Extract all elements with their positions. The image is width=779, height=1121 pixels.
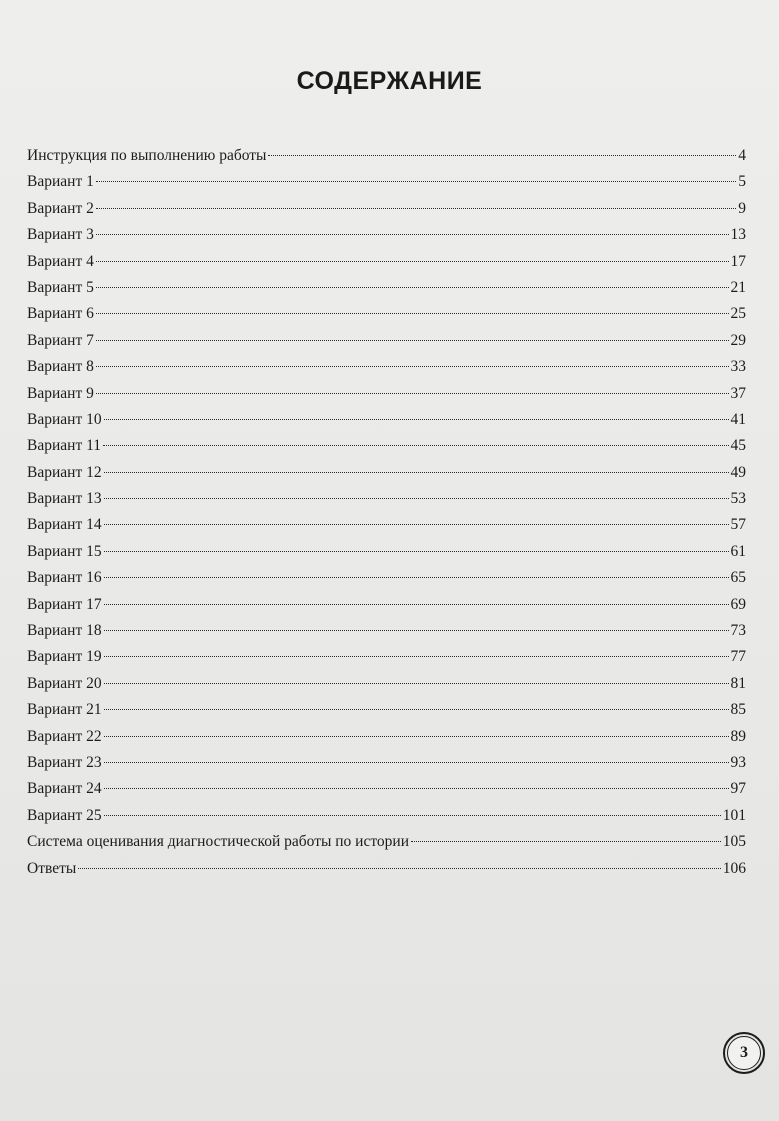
dot-leader xyxy=(96,366,729,367)
toc-entry-label: Вариант 25 xyxy=(27,806,102,824)
dot-leader xyxy=(96,340,729,341)
toc-entry-page-number: 25 xyxy=(730,305,746,323)
toc-entry-page-number: 9 xyxy=(738,199,746,217)
toc-entry[interactable] xyxy=(27,618,746,644)
dot-leader xyxy=(103,445,728,446)
dot-leader xyxy=(96,234,729,235)
dot-leader xyxy=(96,208,736,209)
toc-entry[interactable] xyxy=(27,565,746,591)
toc-entry-label: Вариант 24 xyxy=(27,780,102,798)
toc-entry[interactable] xyxy=(27,433,746,459)
page-title: СОДЕРЖАНИЕ xyxy=(296,67,483,95)
toc-entry-page-number: 69 xyxy=(730,595,746,613)
dot-leader xyxy=(411,841,721,842)
toc-entry[interactable] xyxy=(27,328,746,354)
toc-entry-page-number: 65 xyxy=(730,569,746,587)
toc-entry-label: Вариант 4 xyxy=(27,252,94,270)
toc-entry-page-number: 106 xyxy=(722,859,746,877)
dot-leader xyxy=(268,155,736,156)
toc-entry-label: Вариант 20 xyxy=(27,674,102,692)
dot-leader xyxy=(104,551,729,552)
toc-entry-label: Вариант 1 xyxy=(27,173,94,191)
toc-entry-page-number: 4 xyxy=(738,147,746,164)
toc-entry-label: Вариант 15 xyxy=(27,542,102,560)
dot-leader xyxy=(78,868,720,869)
toc-entry[interactable] xyxy=(27,829,746,855)
toc-entry-label: Вариант 19 xyxy=(27,648,102,666)
toc-entry[interactable] xyxy=(27,539,746,565)
page-number-badge xyxy=(723,1032,765,1074)
toc-entry[interactable] xyxy=(27,301,746,327)
toc-entry[interactable] xyxy=(27,381,746,407)
dot-leader xyxy=(104,524,729,525)
toc-entry-page-number: 17 xyxy=(730,252,746,270)
toc-entry-label: Вариант 18 xyxy=(27,622,102,640)
toc-entry-label: Вариант 9 xyxy=(27,384,94,402)
toc-entry-label: Вариант 5 xyxy=(27,278,94,296)
toc-entry-label: Вариант 3 xyxy=(27,226,94,244)
toc-entry-label: Вариант 22 xyxy=(27,727,102,745)
toc-entry-page-number: 97 xyxy=(730,780,746,798)
toc-entry-page-number: 37 xyxy=(730,384,746,402)
toc-entry[interactable] xyxy=(27,776,746,802)
toc-entry[interactable] xyxy=(27,644,746,670)
toc-entry-page-number: 13 xyxy=(730,226,746,244)
toc-entry-page-number: 81 xyxy=(730,674,746,692)
toc-entry-page-number: 45 xyxy=(730,437,746,455)
toc-entry-page-number: 49 xyxy=(730,463,746,481)
dot-leader xyxy=(96,181,736,182)
dot-leader xyxy=(96,261,729,262)
toc-entry[interactable] xyxy=(27,803,746,829)
dot-leader xyxy=(104,577,729,578)
toc-entry-page-number: 73 xyxy=(730,622,746,640)
dot-leader xyxy=(104,419,729,420)
toc-entry[interactable] xyxy=(27,275,746,301)
toc-entry-label: Вариант 12 xyxy=(27,463,102,481)
toc-entry[interactable] xyxy=(27,856,746,882)
toc-entry-page-number: 77 xyxy=(730,648,746,666)
toc-entry-page-number: 5 xyxy=(738,173,746,191)
dot-leader xyxy=(104,788,729,789)
toc-entry-page-number: 105 xyxy=(722,833,746,851)
toc-entry-page-number: 57 xyxy=(730,516,746,534)
toc-entry-label: Инструкция по выполнению работы xyxy=(27,147,267,164)
toc-entry-page-number: 85 xyxy=(730,701,746,719)
dot-leader xyxy=(104,709,729,710)
toc-entry-page-number: 89 xyxy=(730,727,746,745)
dot-leader xyxy=(104,762,729,763)
table-of-contents xyxy=(27,143,746,882)
dot-leader xyxy=(104,815,721,816)
toc-entry-page-number: 93 xyxy=(730,753,746,771)
dot-leader xyxy=(104,604,729,605)
dot-leader xyxy=(104,683,729,684)
toc-entry[interactable] xyxy=(27,354,746,380)
toc-entry-label: Вариант 23 xyxy=(27,753,102,771)
toc-entry-page-number: 53 xyxy=(730,490,746,508)
toc-entry[interactable] xyxy=(27,407,746,433)
dot-leader xyxy=(104,656,729,657)
dot-leader xyxy=(104,472,729,473)
toc-entry[interactable] xyxy=(27,486,746,512)
toc-entry[interactable] xyxy=(27,143,746,169)
toc-entry-page-number: 29 xyxy=(730,331,746,349)
dot-leader xyxy=(104,630,729,631)
toc-entry[interactable] xyxy=(27,750,746,776)
toc-entry-label: Вариант 16 xyxy=(27,569,102,587)
toc-entry[interactable] xyxy=(27,724,746,750)
dot-leader xyxy=(104,736,729,737)
page-number: 3 xyxy=(727,1036,761,1070)
toc-entry-label: Вариант 8 xyxy=(27,358,94,376)
toc-entry[interactable] xyxy=(27,460,746,486)
toc-entry-label: Вариант 11 xyxy=(27,437,102,455)
toc-entry-label: Вариант 17 xyxy=(27,595,102,613)
toc-entry-label: Вариант 2 xyxy=(27,199,94,217)
toc-entry-label: Система оценивания диагностической работы по истории xyxy=(27,833,410,851)
toc-entry[interactable] xyxy=(27,697,746,723)
dot-leader xyxy=(96,313,729,314)
toc-entry[interactable] xyxy=(27,592,746,618)
dot-leader xyxy=(96,393,729,394)
toc-entry-label: Вариант 10 xyxy=(27,410,102,428)
toc-entry-label: Вариант 21 xyxy=(27,701,102,719)
dot-leader xyxy=(104,498,729,499)
toc-entry-label: Вариант 14 xyxy=(27,516,102,534)
toc-entry[interactable] xyxy=(27,671,746,697)
dot-leader xyxy=(96,287,729,288)
toc-entry-page-number: 21 xyxy=(730,278,746,296)
toc-entry[interactable] xyxy=(27,196,746,222)
toc-entry-page-number: 101 xyxy=(722,806,746,824)
toc-entry-label: Вариант 6 xyxy=(27,305,94,323)
toc-entry[interactable] xyxy=(27,169,746,195)
toc-entry-page-number: 61 xyxy=(730,542,746,560)
toc-entry-page-number: 33 xyxy=(730,358,746,376)
toc-entry[interactable] xyxy=(27,249,746,275)
toc-entry-page-number: 41 xyxy=(730,410,746,428)
toc-entry[interactable] xyxy=(27,512,746,538)
toc-entry-label: Вариант 13 xyxy=(27,490,102,508)
toc-entry[interactable] xyxy=(27,222,746,248)
toc-entry-label: Вариант 7 xyxy=(27,331,94,349)
toc-entry-label: Ответы xyxy=(27,859,77,877)
